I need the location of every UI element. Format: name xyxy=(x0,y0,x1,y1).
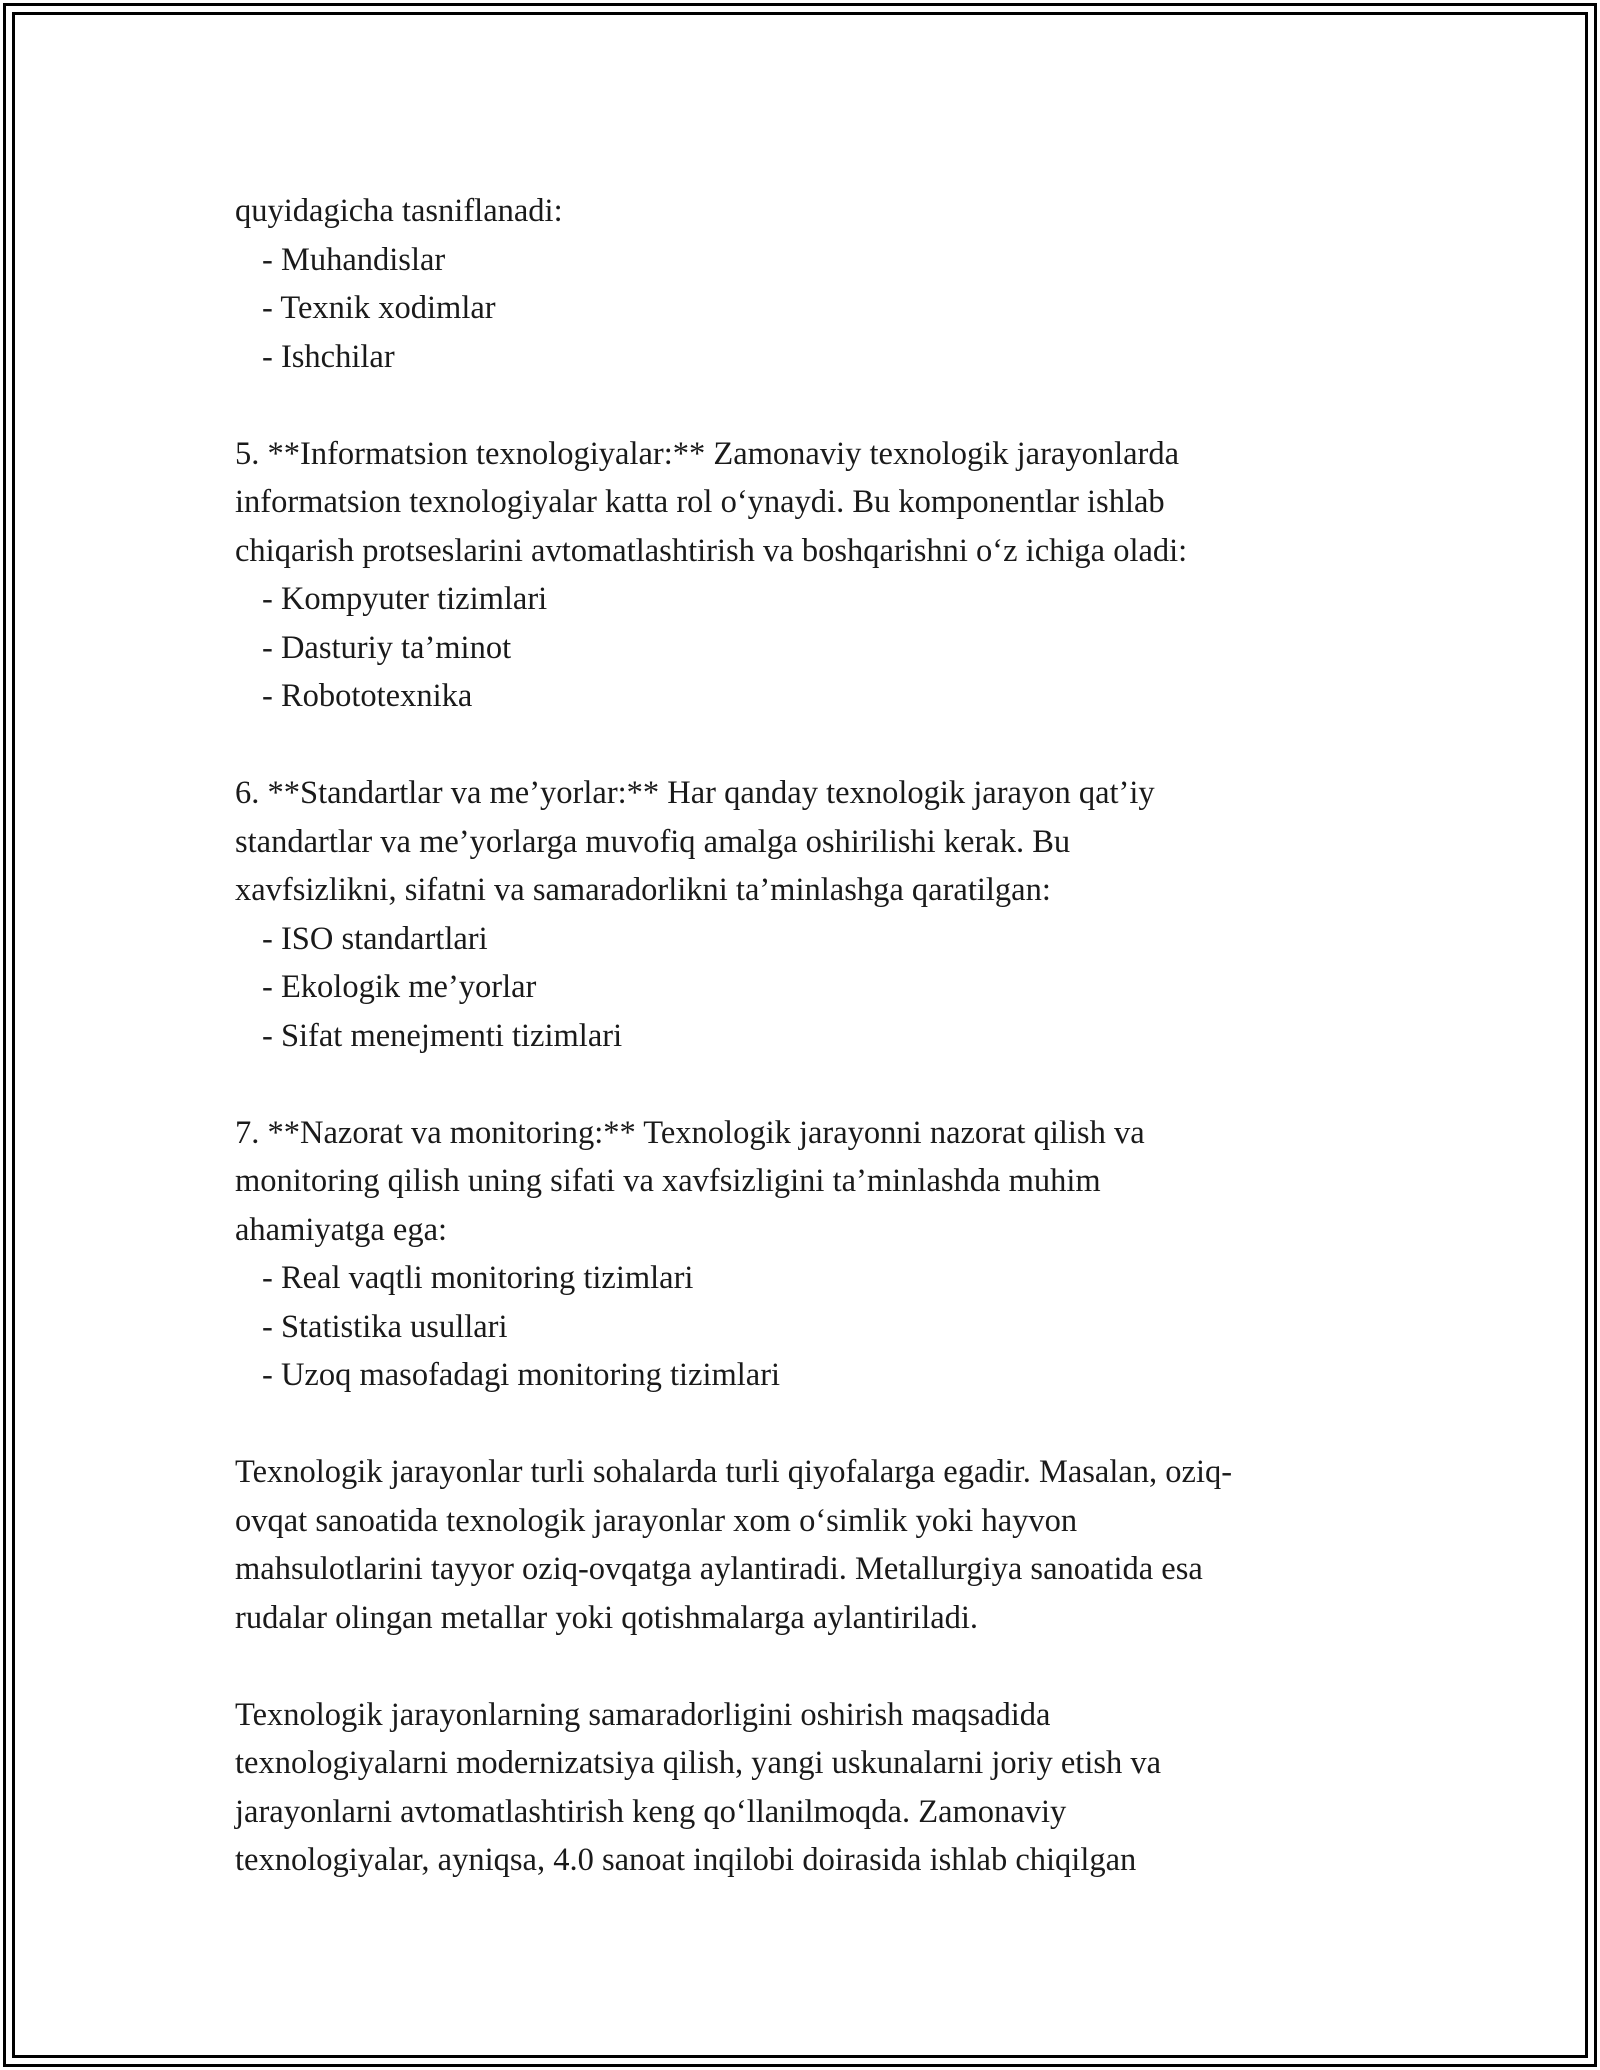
paragraph-1-line: Texnologik jarayonlar turli sohalarda turli qiyofalarga egadir. Masalan, oziq- xyxy=(235,1454,1233,1490)
list-item: - Muhandislar xyxy=(262,241,446,278)
paragraph-1-line: mahsulotlarini tayyor oziq-ovqatga aylantiradi. Metallurgiya sanoatida esa xyxy=(235,1551,1203,1587)
paragraph-2-line: jarayonlarni avtomatlashtirish keng qo‘llanilmoqda. Zamonaviy xyxy=(235,1793,1067,1830)
document-body xyxy=(235,187,1435,1885)
paragraph-gap xyxy=(235,721,1435,770)
paragraph-2-line: Texnologik jarayonlarning samaradorligini oshirish maqsadida xyxy=(235,1696,1051,1733)
paragraph-gap xyxy=(235,1060,1435,1109)
paragraph-gap xyxy=(235,1400,1435,1449)
paragraph-2-line: texnologiyalarni modernizatsiya qilish, yangi uskunalarni joriy etish va xyxy=(235,1745,1162,1781)
list-item: - ISO standartlari xyxy=(262,920,488,957)
intro-line: quyidagicha tasniflanadi: xyxy=(235,193,563,229)
paragraph-gap xyxy=(235,1642,1435,1691)
section-5-line: 5. **Informatsion texnologiyalar:** Zamonaviy texnologik jarayonlarda xyxy=(235,435,1180,472)
paragraph-2-line: texnologiyalar, ayniqsa, 4.0 sanoat inqilobi doirasida ishlab chiqilgan xyxy=(235,1842,1137,1878)
list-item: - Kompyuter tizimlari xyxy=(262,581,548,617)
list-item: - Statistika usullari xyxy=(262,1308,508,1345)
section-7-line: ahamiyatga ega: xyxy=(235,1211,448,1248)
section-6-line: xavfsizlikni, sifatni va samaradorlikni ta’minlashga qaratilgan: xyxy=(235,872,1051,908)
section-5-line: informatsion texnologiyalar katta rol o‘ynaydi. Bu komponentlar ishlab xyxy=(235,484,1165,520)
section-6-line: standartlar va me’yorlarga muvofiq amalga oshirilishi kerak. Bu xyxy=(235,823,1071,860)
list-item: - Real vaqtli monitoring tizimlari xyxy=(262,1260,694,1296)
list-item: - Dasturiy ta’minot xyxy=(262,629,512,666)
paragraph-1-line: rudalar olingan metallar yoki qotishmalarga aylantiriladi. xyxy=(235,1599,979,1636)
section-7-line: 7. **Nazorat va monitoring:** Texnologik jarayonni nazorat qilish va xyxy=(235,1114,1145,1151)
list-item: - Ishchilar xyxy=(262,338,395,375)
list-item: - Texnik xodimlar xyxy=(262,290,496,326)
paragraph-gap xyxy=(235,381,1435,430)
list-item: - Ekologik me’yorlar xyxy=(262,969,537,1005)
section-6-line: 6. **Standartlar va me’yorlar:** Har qanday texnologik jarayon qat’iy xyxy=(235,775,1155,811)
list-item: - Sifat menejmenti tizimlari xyxy=(262,1017,623,1054)
section-5-line: chiqarish protseslarini avtomatlashtirish va boshqarishni o‘z ichiga oladi: xyxy=(235,532,1188,569)
paragraph-1-line: ovqat sanoatida texnologik jarayonlar xom o‘simlik yoki hayvon xyxy=(235,1502,1078,1539)
list-item: - Robototexnika xyxy=(262,678,473,714)
section-7-line: monitoring qilish uning sifati va xavfsizligini ta’minlashda muhim xyxy=(235,1163,1101,1199)
list-item: - Uzoq masofadagi monitoring tizimlari xyxy=(262,1357,781,1393)
